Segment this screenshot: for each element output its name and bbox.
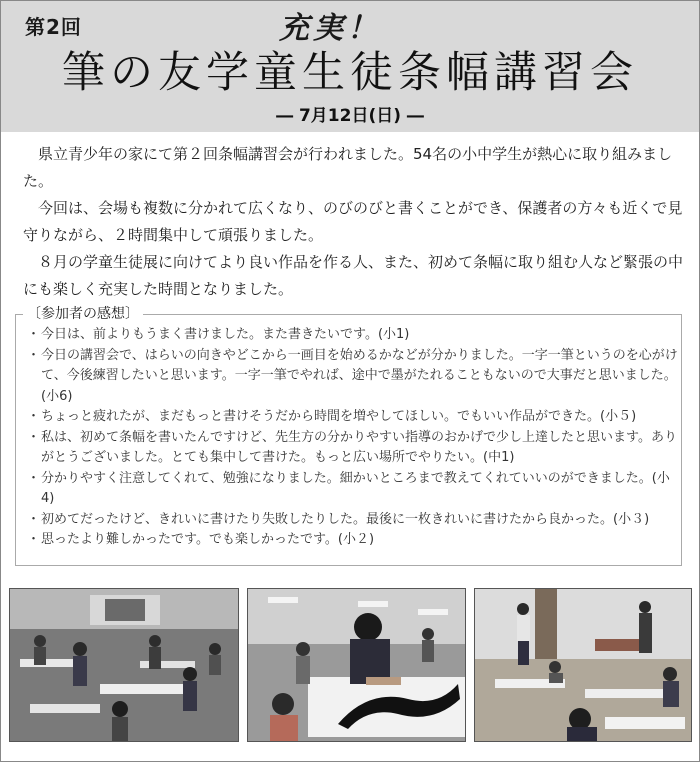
list-item: ・ 今日は、前よりもうまく書けました。また書きたいです。(小1) — [31, 325, 679, 346]
intro-paragraph: ８月の学童生徒展に向けてより良い作品を作る人、また、初めて条幅に取り組む人など緊張の中にも楽しく充実した時間となりました。 — [23, 253, 684, 298]
event-date: ― 7月12日(日) ― — [276, 106, 424, 126]
intro-paragraph: 今回は、会場も複数に分かれて広くなり、のびのびと書くことができ、保護者の方々も近くで見守りながら、２時間集中して頑張りました。 — [23, 199, 683, 244]
photo-practice-room — [474, 588, 692, 742]
list-item: ・ 初めてだったけど、きれいに書けたり失敗したりした。最後に一枚きれいに書けたから良かった。(小３) — [31, 510, 679, 531]
photo-hall-wide — [9, 588, 239, 742]
page-title: 筆の友学童生徒条幅講習会 — [62, 48, 638, 98]
impressions-list — [31, 325, 679, 551]
list-item: ・ ちょっと疲れたが、まだもっと書けそうだから時間を増やしてほしい。でもいい作品ができた。(小５) — [31, 407, 679, 428]
impressions-heading: 〔参加者の感想〕 — [23, 303, 143, 323]
intro-text — [23, 141, 683, 303]
list-item: ・ 私は、初めて条幅を書いたんですけど、先生方の分かりやすい指導のおかげで少し上達したと思います。ありがとうございました。とても集中して書けた。もっと広い場所でやりたい。(中1) — [31, 428, 679, 469]
list-item: ・ 今日の講習会で、はらいの向きやどこから一画目を始めるかなどが分かりました。一字一筆というのを心がけて、今後練習したいと思います。一字一筆でやれば、途中で墨がたれることもないので大事だと思いました。(小6) — [31, 346, 679, 408]
intro-paragraph: 県立青少年の家にて第２回条幅講習会が行われました。54名の小中学生が熱心に取り組みました。 — [23, 145, 673, 190]
issue-number: 第2回 — [25, 15, 82, 39]
header-banner — [1, 1, 699, 132]
list-item: ・ 分かりやすく注意してくれて、勉強になりました。細かいところまで教えてくれていいのができました。(小4) — [31, 469, 679, 510]
photo-student-writing — [247, 588, 466, 742]
list-item: ・ 思ったより難しかったです。でも楽しかったです。(小２) — [31, 530, 679, 551]
catchphrase: 充実！ — [279, 11, 381, 46]
